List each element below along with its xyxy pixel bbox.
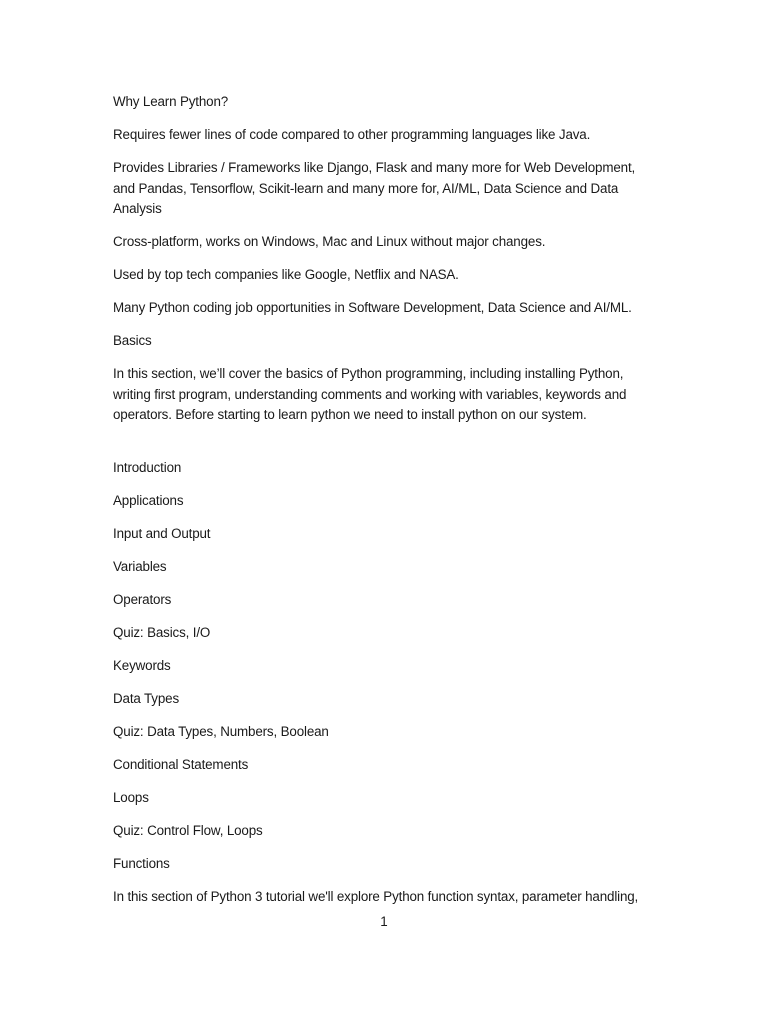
section-heading-basics: Basics <box>113 333 152 348</box>
topic-item: Loops <box>113 790 149 805</box>
paragraph-fewer-lines: Requires fewer lines of code compared to other programming languages like Java. <box>113 127 591 142</box>
paragraph-functions-description: In this section of Python 3 tutorial we'll explore Python function syntax, parameter handling, <box>113 889 639 904</box>
paragraph-tech-companies: Used by top tech companies like Google, Netflix and NASA. <box>113 267 459 282</box>
section-heading-why-learn: Why Learn Python? <box>113 94 229 109</box>
topic-item: Functions <box>113 856 170 871</box>
topic-item: Introduction <box>113 460 182 475</box>
topic-item: Conditional Statements <box>113 757 249 772</box>
topic-item: Input and Output <box>113 526 211 541</box>
topic-item: Data Types <box>113 691 179 706</box>
topic-item: Quiz: Basics, I/O <box>113 625 211 640</box>
paragraph-basics-description: In this section, we’ll cover the basics of Python programming, including installing Python, writing first program, understanding comments and working with variables, keywords and operators. Before starting to learn python we need to install python on our system. <box>113 366 627 422</box>
page-content <box>113 92 653 920</box>
topic-item: Applications <box>113 493 184 508</box>
topic-item: Variables <box>113 559 167 574</box>
topic-item: Operators <box>113 592 172 607</box>
blank-line <box>113 438 653 458</box>
paragraph-job-opportunities: Many Python coding job opportunities in Software Development, Data Science and AI/ML. <box>113 300 632 315</box>
paragraph-libraries: Provides Libraries / Frameworks like Django, Flask and many more for Web Development, and Pandas, Tensorflow, Scikit-learn and many more for, AI/ML, Data Science and Data Analysis <box>113 160 636 216</box>
topic-item: Keywords <box>113 658 171 673</box>
topic-item: Quiz: Control Flow, Loops <box>113 823 263 838</box>
topic-item: Quiz: Data Types, Numbers, Boolean <box>113 724 329 739</box>
paragraph-cross-platform: Cross-platform, works on Windows, Mac and Linux without major changes. <box>113 234 546 249</box>
page-number: 1 <box>380 914 388 929</box>
